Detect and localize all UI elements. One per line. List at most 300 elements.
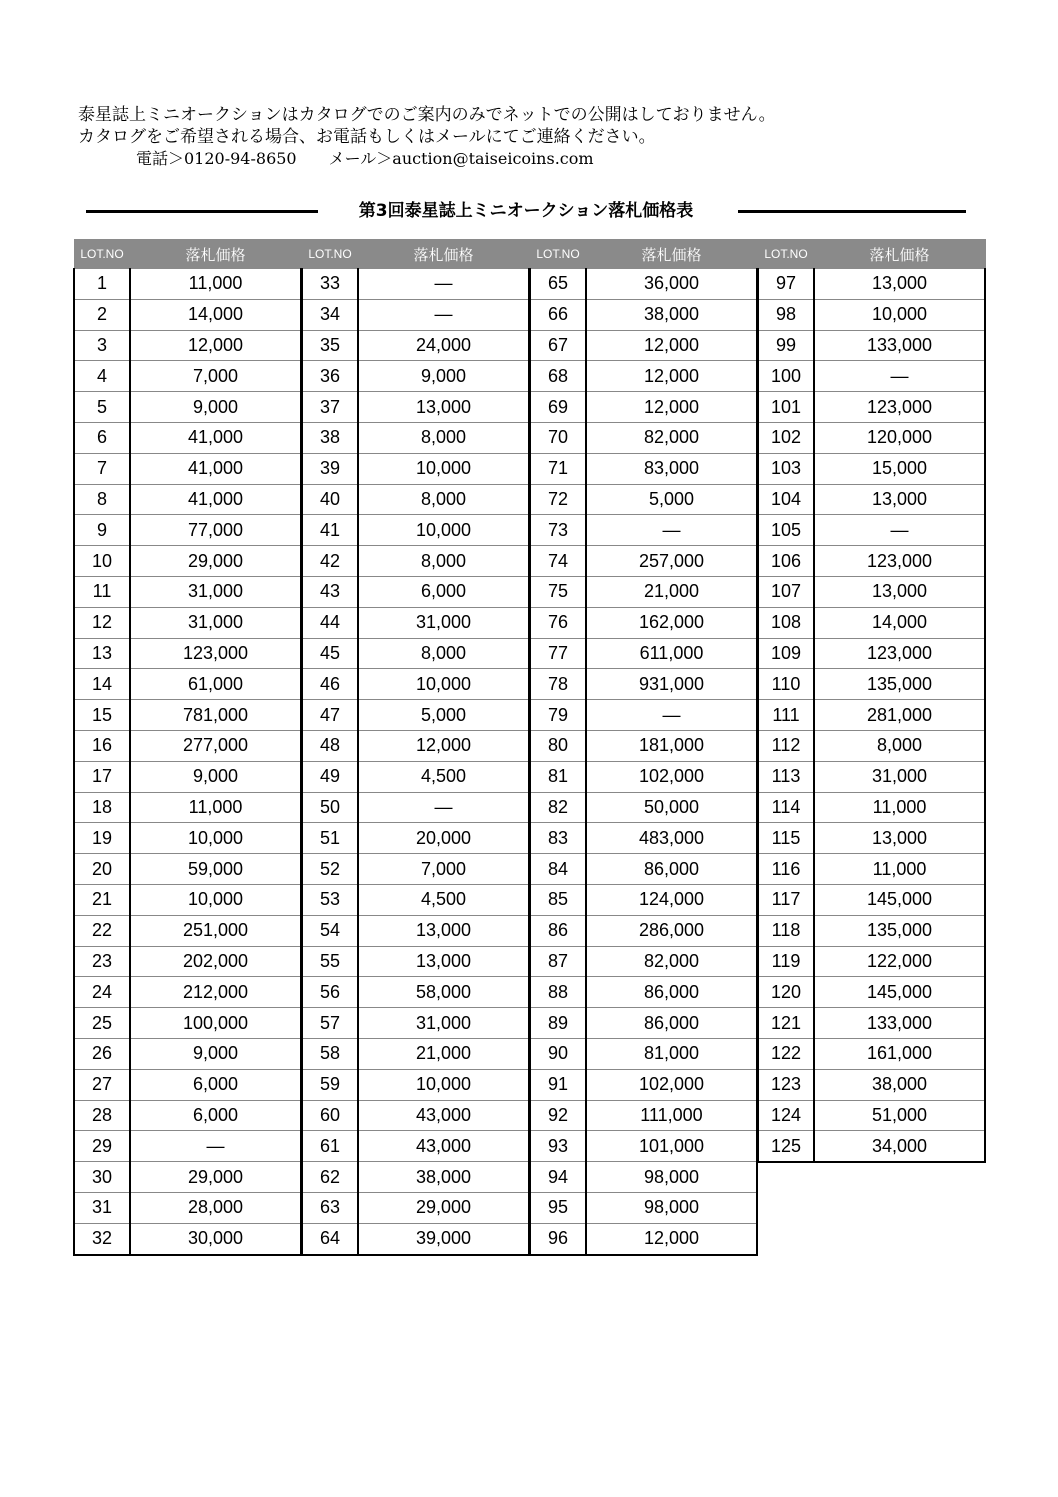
lot-number: 122	[758, 1038, 814, 1069]
winning-price: 161,000	[814, 1038, 985, 1069]
winning-price: 11,000	[130, 269, 301, 300]
lot-number: 34	[302, 299, 358, 330]
winning-price: 7,000	[358, 854, 529, 885]
winning-price: —	[130, 1131, 301, 1162]
table-row	[758, 792, 985, 823]
winning-price: 13,000	[358, 946, 529, 977]
winning-price: 9,000	[358, 361, 529, 392]
table-row	[74, 1223, 301, 1254]
lot-number: 49	[302, 761, 358, 792]
table-row	[530, 730, 757, 761]
lot-number: 48	[302, 730, 358, 761]
table-row	[302, 330, 529, 361]
lot-number: 42	[302, 546, 358, 577]
table-row	[74, 946, 301, 977]
lot-number: 107	[758, 576, 814, 607]
table-row	[530, 884, 757, 915]
lot-number: 5	[74, 392, 130, 423]
lot-number: 1	[74, 269, 130, 300]
table-row	[530, 1131, 757, 1162]
lot-number: 15	[74, 700, 130, 731]
table-row	[74, 977, 301, 1008]
lot-number: 58	[302, 1038, 358, 1069]
winning-price: 281,000	[814, 700, 985, 731]
table-row	[302, 669, 529, 700]
lot-number: 63	[302, 1192, 358, 1223]
table-row	[530, 915, 757, 946]
lot-number: 91	[530, 1069, 586, 1100]
table-row	[74, 700, 301, 731]
winning-price: 100,000	[130, 1008, 301, 1039]
lot-number: 110	[758, 669, 814, 700]
winning-price: 43,000	[358, 1131, 529, 1162]
intro-text	[78, 104, 776, 170]
table-row	[758, 422, 985, 453]
price-table-col-4	[757, 239, 986, 1163]
lot-number: 22	[74, 915, 130, 946]
lot-number: 25	[74, 1008, 130, 1039]
lot-number: 9	[74, 515, 130, 546]
winning-price: 8,000	[358, 546, 529, 577]
winning-price: 31,000	[814, 761, 985, 792]
table-row	[530, 700, 757, 731]
winning-price: 12,000	[586, 361, 757, 392]
table-row	[758, 946, 985, 977]
winning-price: 12,000	[130, 330, 301, 361]
winning-price: 81,000	[586, 1038, 757, 1069]
winning-price: 145,000	[814, 977, 985, 1008]
winning-price: 10,000	[358, 669, 529, 700]
winning-price: —	[358, 299, 529, 330]
winning-price: 133,000	[814, 1008, 985, 1039]
table-row	[74, 761, 301, 792]
table-row	[74, 422, 301, 453]
winning-price: 21,000	[586, 576, 757, 607]
lot-number: 18	[74, 792, 130, 823]
lot-number: 74	[530, 546, 586, 577]
lot-number: 39	[302, 453, 358, 484]
lot-number: 30	[74, 1162, 130, 1193]
winning-price: 4,500	[358, 884, 529, 915]
winning-price: 257,000	[586, 546, 757, 577]
table-row	[758, 1008, 985, 1039]
winning-price: 13,000	[814, 484, 985, 515]
lot-number: 93	[530, 1131, 586, 1162]
winning-price: 8,000	[814, 730, 985, 761]
winning-price: 10,000	[130, 823, 301, 854]
lot-number: 119	[758, 946, 814, 977]
table-row	[758, 1038, 985, 1069]
winning-price: 122,000	[814, 946, 985, 977]
header-lot: LOT.NO	[74, 240, 130, 269]
lot-number: 57	[302, 1008, 358, 1039]
header-price: 落札価格	[586, 240, 757, 269]
table-row	[530, 299, 757, 330]
winning-price: 212,000	[130, 977, 301, 1008]
table-row	[530, 792, 757, 823]
table-row	[530, 1100, 757, 1131]
lot-number: 35	[302, 330, 358, 361]
lot-number: 109	[758, 638, 814, 669]
table-row	[74, 792, 301, 823]
winning-price: 5,000	[586, 484, 757, 515]
winning-price: 34,000	[814, 1131, 985, 1162]
winning-price: 77,000	[130, 515, 301, 546]
winning-price: 931,000	[586, 669, 757, 700]
lot-number: 117	[758, 884, 814, 915]
winning-price: 9,000	[130, 761, 301, 792]
lot-number: 101	[758, 392, 814, 423]
lot-number: 77	[530, 638, 586, 669]
winning-price: 10,000	[814, 299, 985, 330]
table-row	[758, 730, 985, 761]
lot-number: 78	[530, 669, 586, 700]
table-row	[758, 546, 985, 577]
lot-number: 41	[302, 515, 358, 546]
table-row	[302, 761, 529, 792]
lot-number: 61	[302, 1131, 358, 1162]
lot-number: 44	[302, 607, 358, 638]
table-row	[74, 269, 301, 300]
table-row	[530, 1192, 757, 1223]
lot-number: 73	[530, 515, 586, 546]
lot-number: 67	[530, 330, 586, 361]
table-row	[758, 392, 985, 423]
table-row	[758, 576, 985, 607]
winning-price: 9,000	[130, 1038, 301, 1069]
price-table-col-2	[301, 239, 530, 1256]
lot-number: 69	[530, 392, 586, 423]
lot-number: 13	[74, 638, 130, 669]
lot-number: 4	[74, 361, 130, 392]
winning-price: 13,000	[814, 576, 985, 607]
table-row	[302, 607, 529, 638]
lot-number: 113	[758, 761, 814, 792]
table-row	[758, 669, 985, 700]
winning-price: 135,000	[814, 915, 985, 946]
table-row	[74, 576, 301, 607]
lot-number: 92	[530, 1100, 586, 1131]
winning-price: 251,000	[130, 915, 301, 946]
winning-price: 12,000	[586, 392, 757, 423]
table-row	[74, 361, 301, 392]
table-row	[530, 269, 757, 300]
lot-number: 52	[302, 854, 358, 885]
lot-number: 11	[74, 576, 130, 607]
winning-price: 781,000	[130, 700, 301, 731]
table-row	[530, 1069, 757, 1100]
winning-price: 133,000	[814, 330, 985, 361]
winning-price: 111,000	[586, 1100, 757, 1131]
lot-number: 83	[530, 823, 586, 854]
lot-number: 28	[74, 1100, 130, 1131]
winning-price: 41,000	[130, 484, 301, 515]
lot-number: 46	[302, 669, 358, 700]
lot-number: 55	[302, 946, 358, 977]
winning-price: 277,000	[130, 730, 301, 761]
winning-price: 31,000	[130, 576, 301, 607]
table-row	[530, 546, 757, 577]
lot-number: 105	[758, 515, 814, 546]
winning-price: 181,000	[586, 730, 757, 761]
winning-price: 12,000	[586, 1223, 757, 1254]
winning-price: 5,000	[358, 700, 529, 731]
table-row	[530, 361, 757, 392]
lot-number: 106	[758, 546, 814, 577]
winning-price: 43,000	[358, 1100, 529, 1131]
winning-price: 86,000	[586, 977, 757, 1008]
winning-price: 102,000	[586, 1069, 757, 1100]
table-row	[530, 823, 757, 854]
lot-number: 88	[530, 977, 586, 1008]
lot-number: 95	[530, 1192, 586, 1223]
table-row	[758, 823, 985, 854]
table-row	[302, 1162, 529, 1193]
lot-number: 17	[74, 761, 130, 792]
lot-number: 87	[530, 946, 586, 977]
lot-number: 98	[758, 299, 814, 330]
table-row	[530, 1223, 757, 1254]
table-row	[74, 1192, 301, 1223]
winning-price: 31,000	[358, 607, 529, 638]
lot-number: 14	[74, 669, 130, 700]
table-row	[758, 884, 985, 915]
winning-price: 11,000	[814, 854, 985, 885]
winning-price: 29,000	[130, 546, 301, 577]
table-row	[74, 1008, 301, 1039]
header-lot: LOT.NO	[758, 240, 814, 269]
contact-line: 電話＞0120-94-8650 メール＞auction@taiseicoins.com	[136, 149, 594, 168]
table-row	[530, 330, 757, 361]
table-row	[530, 1162, 757, 1193]
table-row	[758, 361, 985, 392]
winning-price: 102,000	[586, 761, 757, 792]
table-row	[530, 977, 757, 1008]
lot-number: 50	[302, 792, 358, 823]
table-row	[758, 484, 985, 515]
header-lot: LOT.NO	[530, 240, 586, 269]
winning-price: 6,000	[358, 576, 529, 607]
table-row	[74, 515, 301, 546]
lot-number: 99	[758, 330, 814, 361]
table-row	[302, 1038, 529, 1069]
winning-price: 135,000	[814, 669, 985, 700]
lot-number: 116	[758, 854, 814, 885]
table-row	[758, 854, 985, 885]
winning-price: 120,000	[814, 422, 985, 453]
table-row	[758, 977, 985, 1008]
lot-number: 111	[758, 700, 814, 731]
title-rule-left	[86, 210, 318, 213]
winning-price: 162,000	[586, 607, 757, 638]
winning-price: 123,000	[814, 546, 985, 577]
winning-price: 36,000	[586, 269, 757, 300]
winning-price: 29,000	[358, 1192, 529, 1223]
winning-price: 24,000	[358, 330, 529, 361]
table-row	[302, 730, 529, 761]
lot-number: 26	[74, 1038, 130, 1069]
price-table-col-3	[529, 239, 758, 1256]
winning-price: 41,000	[130, 453, 301, 484]
winning-price: 12,000	[586, 330, 757, 361]
table-row	[302, 392, 529, 423]
table-row	[530, 453, 757, 484]
lot-number: 71	[530, 453, 586, 484]
table-row	[302, 700, 529, 731]
winning-price: 21,000	[358, 1038, 529, 1069]
winning-price: 9,000	[130, 392, 301, 423]
header-price: 落札価格	[130, 240, 301, 269]
lot-number: 103	[758, 453, 814, 484]
lot-number: 124	[758, 1100, 814, 1131]
winning-price: 41,000	[130, 422, 301, 453]
table-row	[302, 422, 529, 453]
lot-number: 64	[302, 1223, 358, 1254]
winning-price: 98,000	[586, 1192, 757, 1223]
table-row	[530, 422, 757, 453]
winning-price: 38,000	[358, 1162, 529, 1193]
table-row	[302, 269, 529, 300]
winning-price: —	[586, 515, 757, 546]
table-row	[302, 915, 529, 946]
winning-price: 83,000	[586, 453, 757, 484]
lot-number: 20	[74, 854, 130, 885]
lot-number: 51	[302, 823, 358, 854]
winning-price: 286,000	[586, 915, 757, 946]
title-row	[86, 198, 966, 224]
table-row	[302, 792, 529, 823]
winning-price: —	[358, 269, 529, 300]
lot-number: 86	[530, 915, 586, 946]
lot-number: 19	[74, 823, 130, 854]
table-row	[74, 1038, 301, 1069]
page-title: 第3回泰星誌上ミニオークション落札価格表	[358, 201, 694, 221]
lot-number: 53	[302, 884, 358, 915]
lot-number: 70	[530, 422, 586, 453]
table-row	[74, 669, 301, 700]
winning-price: 38,000	[814, 1069, 985, 1100]
lot-number: 40	[302, 484, 358, 515]
winning-price: 14,000	[130, 299, 301, 330]
winning-price: 39,000	[358, 1223, 529, 1254]
lot-number: 47	[302, 700, 358, 731]
table-row	[758, 453, 985, 484]
lot-number: 82	[530, 792, 586, 823]
lot-number: 84	[530, 854, 586, 885]
winning-price: —	[586, 700, 757, 731]
lot-number: 6	[74, 422, 130, 453]
table-row	[74, 823, 301, 854]
table-row	[74, 638, 301, 669]
table-row	[302, 1192, 529, 1223]
winning-price: 123,000	[130, 638, 301, 669]
lot-number: 115	[758, 823, 814, 854]
winning-price: 38,000	[586, 299, 757, 330]
lot-number: 33	[302, 269, 358, 300]
lot-number: 68	[530, 361, 586, 392]
table-row	[74, 884, 301, 915]
table-row	[74, 854, 301, 885]
winning-price: 82,000	[586, 422, 757, 453]
table-row	[74, 453, 301, 484]
lot-number: 45	[302, 638, 358, 669]
winning-price: 10,000	[358, 453, 529, 484]
winning-price: 4,500	[358, 761, 529, 792]
table-row	[758, 700, 985, 731]
intro-line-1: 泰星誌上ミニオークションはカタログでのご案内のみでネットでの公開はしておりません。	[78, 105, 776, 125]
winning-price: 202,000	[130, 946, 301, 977]
winning-price: 13,000	[358, 915, 529, 946]
table-row	[302, 1100, 529, 1131]
lot-number: 97	[758, 269, 814, 300]
table-row	[530, 669, 757, 700]
winning-price: 8,000	[358, 422, 529, 453]
winning-price: 11,000	[814, 792, 985, 823]
table-row	[302, 576, 529, 607]
lot-number: 89	[530, 1008, 586, 1039]
table-row	[302, 977, 529, 1008]
table-row	[302, 299, 529, 330]
table-row	[302, 946, 529, 977]
lot-number: 3	[74, 330, 130, 361]
table-row	[758, 1069, 985, 1100]
winning-price: 6,000	[130, 1069, 301, 1100]
lot-number: 96	[530, 1223, 586, 1254]
header-lot: LOT.NO	[302, 240, 358, 269]
winning-price: 123,000	[814, 638, 985, 669]
lot-number: 24	[74, 977, 130, 1008]
winning-price: 20,000	[358, 823, 529, 854]
table-row	[758, 299, 985, 330]
table-row	[758, 269, 985, 300]
winning-price: 8,000	[358, 484, 529, 515]
table-row	[530, 484, 757, 515]
table-row	[74, 730, 301, 761]
table-row	[530, 1008, 757, 1039]
lot-number: 104	[758, 484, 814, 515]
header-price: 落札価格	[358, 240, 529, 269]
table-row	[74, 546, 301, 577]
table-row	[302, 515, 529, 546]
lot-number: 94	[530, 1162, 586, 1193]
winning-price: 28,000	[130, 1192, 301, 1223]
table-row	[74, 1131, 301, 1162]
lot-number: 66	[530, 299, 586, 330]
lot-number: 38	[302, 422, 358, 453]
winning-price: 13,000	[358, 392, 529, 423]
lot-number: 75	[530, 576, 586, 607]
table-row	[758, 1100, 985, 1131]
winning-price: —	[814, 515, 985, 546]
table-row	[530, 392, 757, 423]
table-row	[302, 361, 529, 392]
table-row	[530, 515, 757, 546]
winning-price: 123,000	[814, 392, 985, 423]
table-row	[530, 761, 757, 792]
lot-number: 16	[74, 730, 130, 761]
lot-number: 121	[758, 1008, 814, 1039]
lot-number: 120	[758, 977, 814, 1008]
table-row	[74, 1069, 301, 1100]
winning-price: 611,000	[586, 638, 757, 669]
winning-price: 15,000	[814, 453, 985, 484]
table-row	[758, 638, 985, 669]
winning-price: 50,000	[586, 792, 757, 823]
winning-price: 12,000	[358, 730, 529, 761]
lot-number: 114	[758, 792, 814, 823]
lot-number: 108	[758, 607, 814, 638]
winning-price: 61,000	[130, 669, 301, 700]
